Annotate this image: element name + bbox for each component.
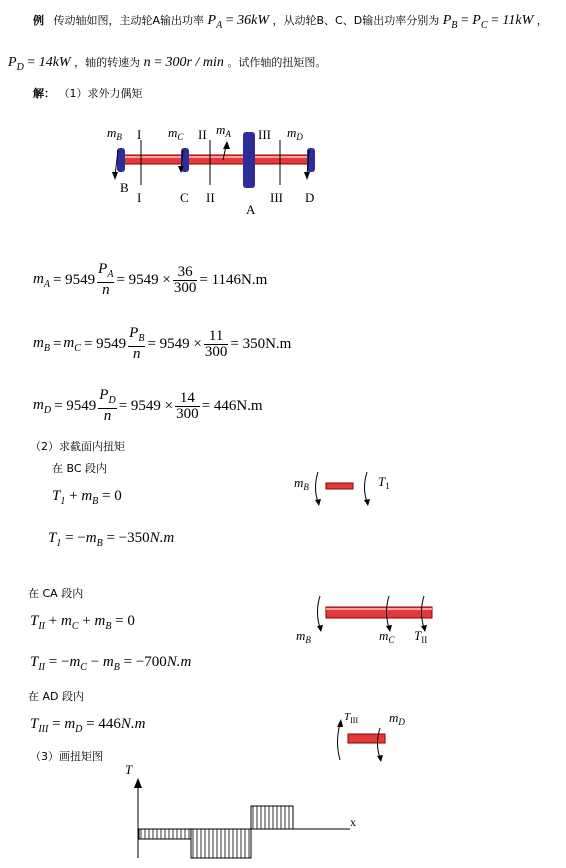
eq-mbc: $m_B$ = $m_C$ = 9549 $\frac{P_B}{n}$ = 9549 × $\frac{11}{300}$ = 350N.m xyxy=(33,325,292,362)
bc-eq1: $T_1 + m_B = 0$ xyxy=(52,488,122,507)
ca-eq2: $T_{II} = -m_C - m_B = -700N.m$ xyxy=(30,654,192,673)
solution-label: 解： xyxy=(33,87,55,100)
ca-eq1: $T_{II} + m_C + m_B = 0$ xyxy=(30,613,135,632)
pd-expression: $P_D = 14kW$ xyxy=(8,55,71,73)
step2-label: （2）求截面内扭矩 xyxy=(30,440,125,453)
problem-text-4: ，轴的转速为 xyxy=(74,56,141,69)
section-1-bottom: I xyxy=(137,190,142,205)
example-label: 例 xyxy=(33,14,44,27)
t-axis-arrowhead xyxy=(134,778,142,788)
bc-label-t1: $T_1$ xyxy=(378,474,390,491)
label-md: $m_D$ xyxy=(287,125,303,142)
problem-text-1: 传动轴如图，主动轮A输出功率 xyxy=(53,14,205,27)
wheel-label-d: D xyxy=(305,190,315,205)
eq-ma: $m_A$ = 9549 $\frac{P_A}{n}$ = 9549 × $\frac{36}{300}$ = 1146N.m xyxy=(33,261,268,298)
ca-title: 在 CA 段内 xyxy=(28,587,84,600)
label-mb: $m_B$ xyxy=(107,125,122,142)
section-3-bottom: III xyxy=(270,190,283,205)
wheel-label-a: A xyxy=(246,202,256,217)
step3-label: （3）画扭矩图 xyxy=(30,750,103,763)
ca-label-mb: $m_B$ xyxy=(296,628,311,645)
ca-label-tii: $T_{II}$ xyxy=(414,628,428,645)
n-expression: n = 300r / min xyxy=(143,55,224,70)
step1-label: （1）求外力偶矩 xyxy=(58,87,143,100)
wheel-label-b: B xyxy=(120,180,129,195)
eq-md: $m_D$ = 9549 $\frac{P_D}{n}$ = 9549 × $\frac{14}{300}$ = 446N.m xyxy=(33,387,263,424)
label-ma: $m_A$ xyxy=(216,122,231,139)
t-axis-label: T xyxy=(125,762,133,777)
bc-eq2: $T_1 = -m_B = -350N.m$ xyxy=(48,530,175,549)
section-2-top: II xyxy=(198,127,207,142)
segment-bc-area xyxy=(139,829,191,839)
ad-label-tiii: $T_{III}$ xyxy=(344,711,359,725)
section-2-bottom: II xyxy=(206,190,215,205)
problem-text-2: ，从动轮B、C、D输出功率分别为 xyxy=(272,14,440,27)
label-mc: $m_C$ xyxy=(168,125,184,142)
ad-label-md: $m_D$ xyxy=(389,710,405,727)
x-axis-label: x xyxy=(350,815,356,829)
segment-ca-area xyxy=(191,829,251,858)
bc-title: 在 BC 段内 xyxy=(52,462,108,475)
wheel-label-c: C xyxy=(180,190,189,205)
segment-ad-area xyxy=(251,806,293,829)
ad-eq1: $T_{III} = m_D = 446N.m$ xyxy=(30,716,146,735)
bc-label-mb: $m_B$ xyxy=(294,475,309,492)
problem-text-5: 。试作轴的扭矩图。 xyxy=(227,56,327,69)
pa-expression: $P_A = 36kW$ xyxy=(207,13,269,31)
section-3-top: III xyxy=(258,127,271,142)
problem-text-3: ， xyxy=(536,14,548,27)
pbc-expression: $P_B = P_C = 11kW$ xyxy=(442,13,534,31)
section-1-top: I xyxy=(137,127,142,142)
ca-label-mc: $m_C$ xyxy=(379,628,395,645)
ad-title: 在 AD 段内 xyxy=(28,690,84,703)
